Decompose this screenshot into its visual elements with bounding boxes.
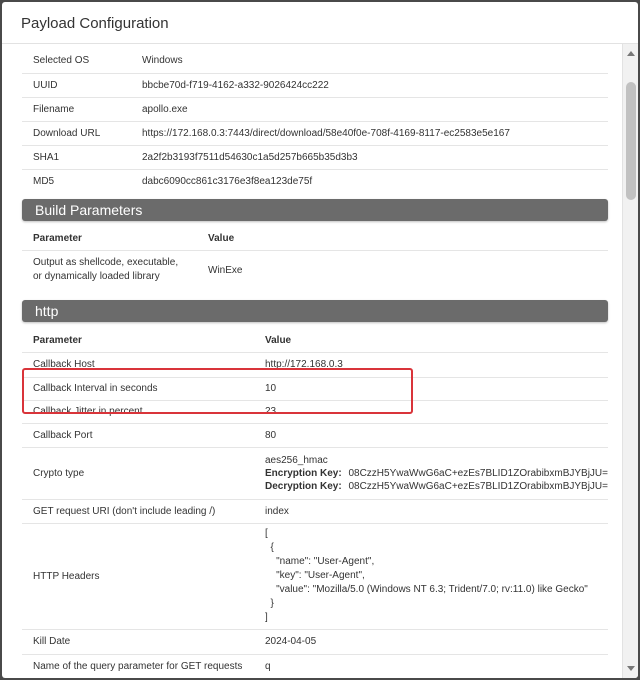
encryption-key-value: 08CzzH5YwaWwG6aC+ezEs7BLID1ZOrabibxmBJYBjJU= <box>348 467 608 479</box>
column-header-value: Value <box>264 334 292 346</box>
decryption-key-line <box>265 480 608 493</box>
table-header-row <box>22 329 608 352</box>
build-param-label <box>22 250 197 290</box>
query-param-label: Name of the query parameter for GET requests <box>22 654 254 678</box>
callback-host-label: Callback Host <box>22 352 254 377</box>
scroll-down-arrow-icon[interactable] <box>627 666 635 671</box>
table-row <box>22 73 608 97</box>
callback-port-label: Callback Port <box>22 423 254 447</box>
info-value: apollo.exe <box>131 97 608 121</box>
http-headers-line: [ <box>264 528 268 539</box>
query-param-value: q <box>254 654 608 678</box>
build-param-label-line2: or dynamically loaded library <box>33 271 160 283</box>
build-parameters-table <box>22 228 608 290</box>
http-section-header: http <box>22 300 608 322</box>
table-header-row <box>22 228 608 250</box>
table-row <box>22 447 608 499</box>
payload-info-table <box>22 49 608 193</box>
callback-interval-label: Callback Interval in seconds <box>22 377 254 400</box>
info-value: Windows <box>142 55 183 67</box>
http-headers-line: ] <box>264 612 268 623</box>
table-row <box>22 250 608 290</box>
vertical-scrollbar[interactable] <box>622 44 638 678</box>
callback-interval-value: 10 <box>254 377 608 400</box>
decryption-key-value: 08CzzH5YwaWwG6aC+ezEs7BLID1ZOrabibxmBJYBjJU= <box>348 480 608 492</box>
decryption-key-label: Decryption Key: <box>264 480 342 492</box>
table-row <box>22 169 608 193</box>
table-row <box>22 523 608 629</box>
scroll-up-arrow-icon[interactable] <box>627 51 635 56</box>
encryption-key-line <box>265 467 608 480</box>
info-value: bbcbe70d-f719-4162-a332-9026424cc222 <box>131 73 608 97</box>
info-value: 2a2f2b3193f7511d54630c1a5d257b665b35d3b3 <box>131 145 608 169</box>
crypto-type-label: Crypto type <box>22 447 254 499</box>
kill-date-value: 2024-04-05 <box>254 629 608 654</box>
info-label: SHA1 <box>22 145 131 169</box>
table-row <box>22 377 608 400</box>
http-headers-label: HTTP Headers <box>22 523 254 629</box>
dialog-scroll-area[interactable] <box>2 44 638 678</box>
table-row <box>22 97 608 121</box>
encryption-key-label: Encryption Key: <box>264 467 342 479</box>
table-row <box>22 629 608 654</box>
info-label: Filename <box>22 97 131 121</box>
column-header-value: Value <box>208 233 235 245</box>
info-value: dabc6090cc861c3176e3f8ea123de75f <box>131 169 608 193</box>
table-row <box>22 654 608 678</box>
dialog-title: Payload Configuration <box>2 2 638 44</box>
info-label: Selected OS <box>33 55 90 67</box>
dialog-content <box>2 49 638 678</box>
http-headers-line: { <box>264 542 274 553</box>
http-headers-value <box>254 523 608 629</box>
table-row <box>22 400 608 423</box>
build-param-label-line1: Output as shellcode, executable, <box>33 257 179 269</box>
table-row <box>22 423 608 447</box>
http-headers-line: } <box>264 598 274 609</box>
column-header-parameter: Parameter <box>33 334 82 346</box>
crypto-type-name: aes256_hmac <box>264 454 328 466</box>
crypto-type-value <box>254 447 608 499</box>
info-label: MD5 <box>22 169 131 193</box>
callback-jitter-label: Callback Jitter in percent <box>22 400 254 423</box>
get-uri-label: GET request URI (don't include leading /) <box>22 499 254 523</box>
get-uri-value: index <box>254 499 608 523</box>
http-headers-line: "key": "User-Agent", <box>264 570 365 581</box>
callback-host-value: http://172.168.0.3 <box>254 352 608 377</box>
table-row <box>22 49 608 73</box>
http-parameters-table <box>22 329 608 678</box>
payload-config-dialog <box>2 2 638 678</box>
http-headers-line: "name": "User-Agent", <box>264 556 375 567</box>
callback-port-value: 80 <box>254 423 608 447</box>
build-parameters-header: Build Parameters <box>22 199 608 221</box>
table-row <box>22 352 608 377</box>
scrollbar-thumb[interactable] <box>626 82 636 200</box>
http-headers-line: "value": "Mozilla/5.0 (Windows NT 6.3; Trident/7.0; rv:11.0) like Gecko" <box>264 584 588 595</box>
info-label: Download URL <box>22 121 131 145</box>
table-row <box>22 121 608 145</box>
column-header-parameter: Parameter <box>33 233 82 245</box>
table-row <box>22 499 608 523</box>
kill-date-label: Kill Date <box>22 629 254 654</box>
table-row <box>22 145 608 169</box>
info-value: https://172.168.0.3:7443/direct/download/58e40f0e-708f-4169-8117-ec2583e5e167 <box>131 121 608 145</box>
info-label: UUID <box>22 73 131 97</box>
build-param-value: WinExe <box>197 250 608 290</box>
callback-jitter-value: 23 <box>254 400 608 423</box>
